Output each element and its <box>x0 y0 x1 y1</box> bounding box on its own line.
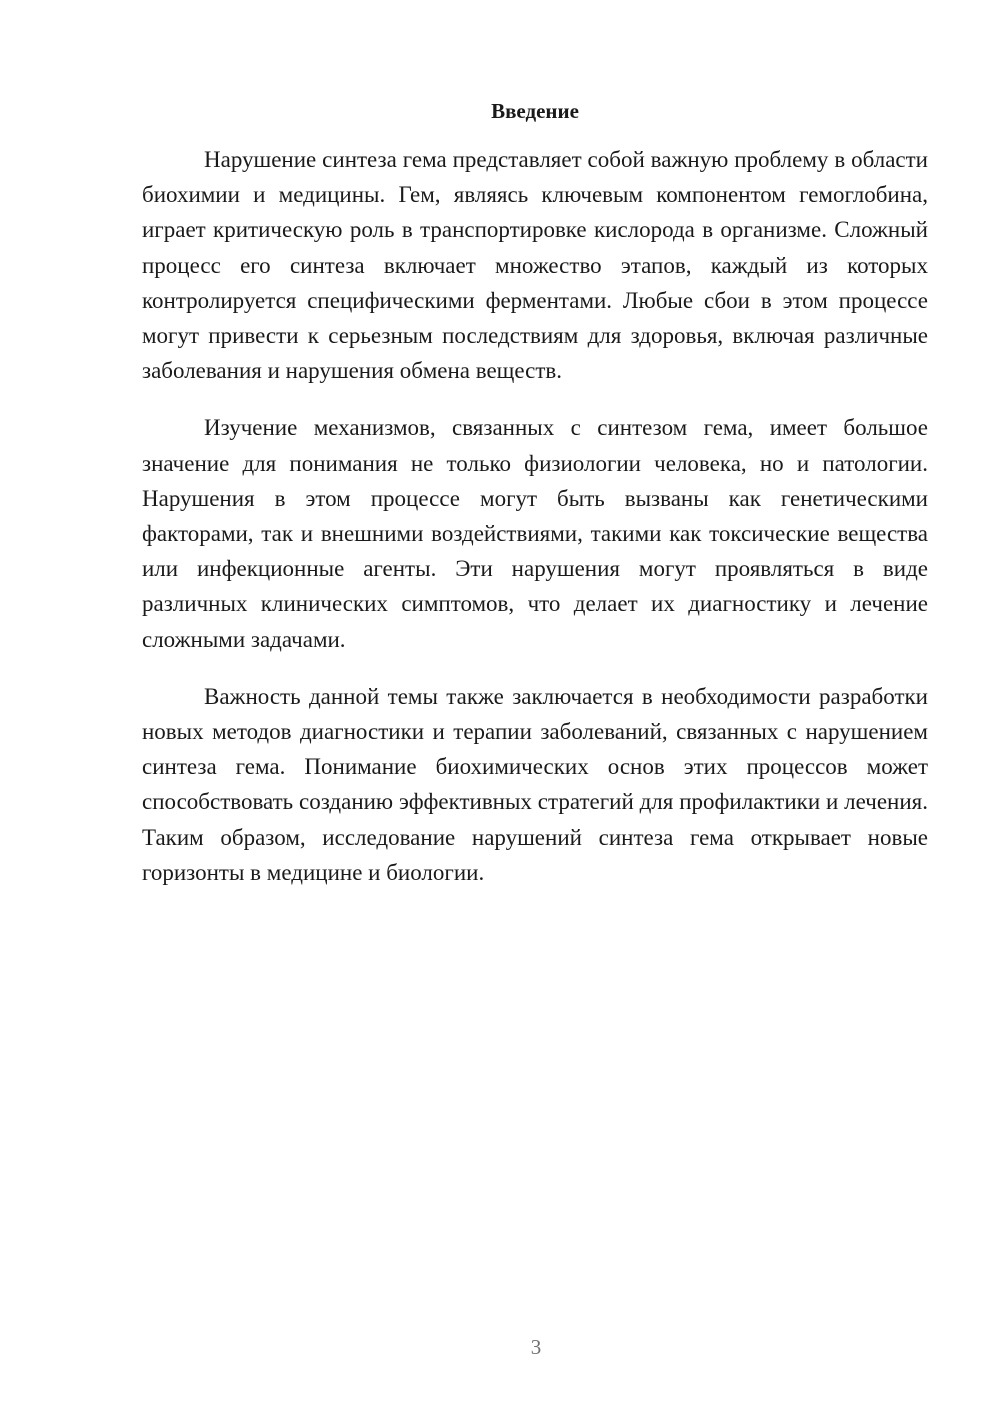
paragraph-3: Важность данной темы также заключается в необходимости разработки новых методов диагностики и терапии заболеваний, связанных с нарушением синтеза гема. Понимание биохимических основ этих процессов может способствовать созданию эффективных стратегий для профилактики и лечения. Таким образом, исследование нарушений синтеза гема открывает новые горизонты в медицине и биологии. <box>142 683 928 885</box>
paragraph-2: Изучение механизмов, связанных с синтезом гема, имеет большое значение для понимания не только физиологии человека, но и патологии. Нарушения в этом процессе могут быть вызваны как генетическими факторами, так и внешними воздействиями, такими как токсические вещества или инфекционные агенты. Эти нарушения могут проявляться в виде различных клинических симптомов, что делает их диагностику и лечение сложными задачами. <box>142 415 928 652</box>
body-text <box>142 142 928 912</box>
paragraph-1: Нарушение синтеза гема представляет собой важную проблему в области биохимии и медицины. Гем, являясь ключевым компонентом гемоглобина, играет критическую роль в транспортировке кислорода в организме. Сложный процесс его синтеза включает множество этапов, каждый из которых контролируется специфическими ферментами. Любые сбои в этом процессе могут привести к серьезным последствиям для здоровья, включая различные заболевания и нарушения обмена веществ. <box>142 147 928 384</box>
page-number: 3 <box>530 1335 542 1359</box>
page-title: Введение <box>491 99 579 123</box>
